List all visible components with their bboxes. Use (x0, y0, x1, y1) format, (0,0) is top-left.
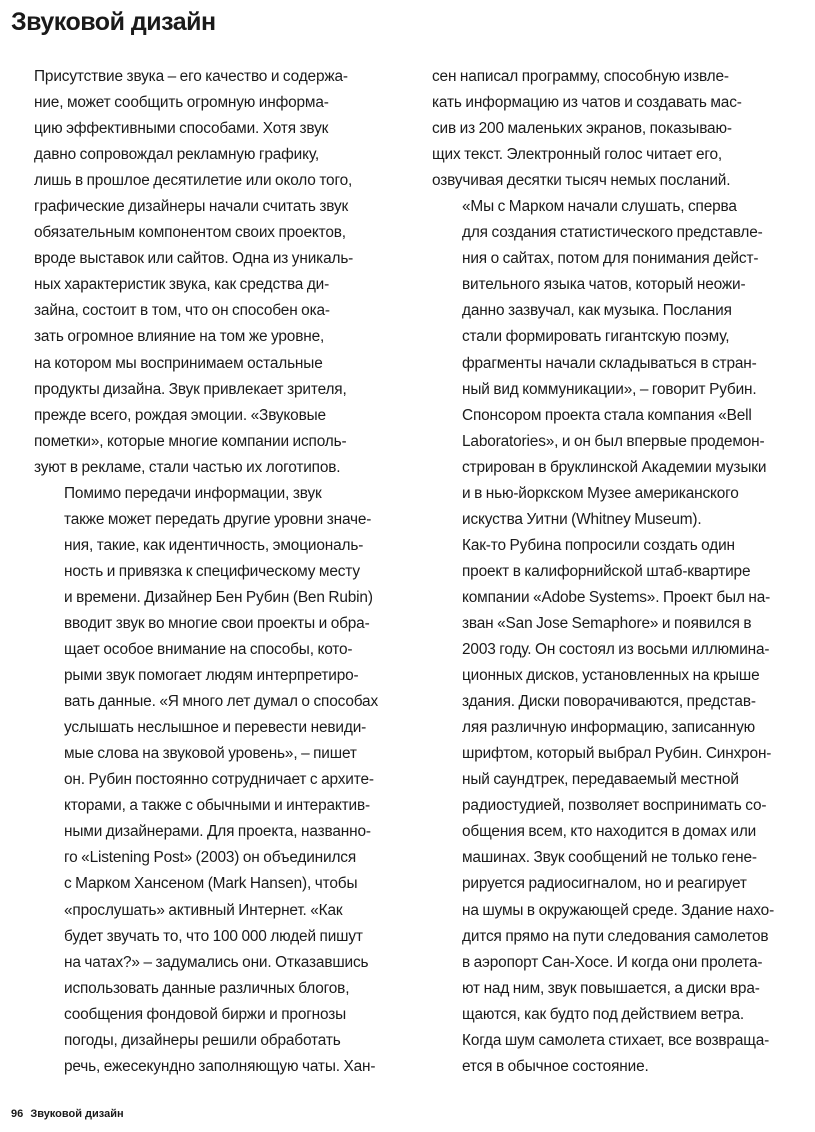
text-line: для создания статистического представле- (462, 224, 763, 242)
text-line: радиостудией, позволяет воспринимать со- (462, 797, 767, 815)
text-line: использовать данные различных блогов, (64, 979, 350, 997)
text-line: Когда шум самолета стихает, все возвраща- (462, 1031, 770, 1049)
text-line: лишь в прошлое десятилетие или около того, (34, 172, 353, 190)
text-line: вительного языка чатов, который неожи- (462, 276, 746, 294)
text-line: на чатах?» – задумались они. Отказавшись (64, 953, 369, 971)
text-line: пометки», которые многие компании исполь- (34, 432, 347, 450)
text-line: давно сопровождал рекламную графику, (34, 146, 320, 164)
text-line: озвучивая десятки тысяч немых посланий. (432, 172, 731, 190)
text-line: сен написал программу, способную извле- (432, 68, 729, 85)
text-line: щаются, как будто под действием ветра. (462, 1005, 745, 1023)
page-title: Звуковой дизайн (11, 8, 216, 36)
page-footer (11, 1108, 124, 1120)
text-line: стрирован в бруклинской Академии музыки (462, 458, 767, 476)
text-line: ционных дисков, установленных на крыше (462, 667, 760, 685)
text-line: будет звучать то, что 100 000 людей пишут (64, 927, 363, 945)
text-line: и в нью-йоркском Музее американского (462, 484, 739, 502)
text-line: го «Listening Post» (2003) он объединился (64, 849, 357, 867)
text-line: ных характеристик звука, как средства ди- (34, 276, 330, 294)
text-line: 2003 году. Он состоял из восьми иллюмина- (462, 641, 770, 659)
text-line: стали формировать гигантскую поэму, (462, 328, 730, 346)
text-line: Как-то Рубина попросили создать один (462, 536, 735, 554)
text-line: ный вид коммуникации», – говорит Рубин. (462, 380, 757, 398)
text-line: ния, такие, как идентичность, эмоциональ- (64, 536, 364, 554)
text-line: проект в калифорнийской штаб-квартире (462, 562, 751, 580)
text-line: он. Рубин постоянно сотрудничает с архите- (64, 771, 374, 789)
text-line: зайна, состоит в том, что он способен ока- (34, 302, 330, 320)
text-line: шрифтом, который выбрал Рубин. Синхрон- (462, 745, 772, 763)
text-line: на котором мы воспринимаем остальные (34, 354, 323, 372)
text-line: фрагменты начали складываться в стран- (462, 354, 757, 372)
text-line: рируется радиосигналом, но и реагирует (462, 875, 747, 893)
right-text-column (432, 64, 798, 1080)
text-line: ют над ним, звук повышается, а диски вра- (462, 979, 760, 997)
text-line: искуства Уитни (Whitney Museum). (462, 510, 702, 528)
text-line: Спонсором проекта стала компания «Bell (462, 406, 752, 424)
text-line: зван «San Jose Semaphore» и появился в (462, 614, 752, 632)
text-line: сив из 200 маленьких экранов, показываю- (432, 120, 732, 138)
text-line: дится прямо на пути следования самолетов (462, 927, 769, 945)
text-line: машинах. Звук сообщений не только гене- (462, 849, 757, 867)
text-line: продукты дизайна. Звук привлекает зрителя, (34, 380, 347, 398)
text-line: рыми звук помогает людям интерпретиро- (64, 667, 359, 685)
text-line: щих текст. Электронный голос читает его, (432, 146, 723, 164)
text-line: Laboratories», и он был впервые продемон- (462, 432, 765, 450)
text-line: и времени. Дизайнер Бен Рубин (Ben Rubin) (64, 588, 373, 606)
paragraph (432, 533, 798, 1080)
text-line: также может передать другие уровни значе- (64, 510, 372, 528)
text-line: с Марком Хансеном (Mark Hansen), чтобы (64, 875, 358, 893)
footer-section-title: Звуковой дизайн (30, 1108, 124, 1120)
text-line: общения всем, кто находится в домах или (462, 823, 757, 841)
text-line: зать огромное влияние на том же уровне, (34, 328, 325, 346)
text-line: вать данные. «Я много лет думал о способах (64, 693, 379, 711)
text-line: в аэропорт Сан-Хосе. И когда они пролета- (462, 953, 763, 971)
text-line: сообщения фондовой биржи и прогнозы (64, 1005, 347, 1023)
text-line: погоды, дизайнеры решили обработать (64, 1031, 341, 1049)
text-line: здания. Диски поворачиваются, представ- (462, 693, 756, 711)
paragraph (34, 481, 394, 1080)
text-line: зуют в рекламе, стали частью их логотипов. (34, 458, 341, 476)
text-line: компании «Adobe Systems». Проект был на- (462, 588, 771, 606)
text-line: прежде всего, рождая эмоции. «Звуковые (34, 406, 326, 424)
text-line: «прослушать» активный Интернет. «Как (64, 901, 343, 919)
text-line: ния о сайтах, потом для понимания дейст- (462, 250, 759, 268)
paragraph (34, 64, 394, 481)
paragraph (432, 194, 798, 533)
text-line: кторами, а также с обычными и интерактив- (64, 797, 370, 815)
text-line: услышать неслышное и перевести невиди- (64, 719, 367, 737)
paragraph (432, 64, 798, 194)
text-line: на шумы в окружающей среде. Здание нахо- (462, 901, 775, 919)
text-line: данно зазвучал, как музыка. Послания (462, 302, 732, 320)
page-number: 96 (11, 1108, 24, 1120)
text-line: ется в обычное состояние. (462, 1057, 649, 1075)
text-line: щает особое внимание на способы, кото- (64, 641, 353, 659)
text-line: ность и привязка к специфическому месту (64, 562, 360, 580)
left-text-column (34, 64, 394, 1080)
text-line: мые слова на звуковой уровень», – пишет (64, 745, 357, 763)
text-line: вроде выставок или сайтов. Одна из уникаль- (34, 250, 354, 268)
text-line: ный саундтрек, передаваемый местной (462, 771, 739, 789)
text-line: графические дизайнеры начали считать звук (34, 198, 349, 216)
text-line: речь, ежесекундно заполняющую чаты. Хан- (64, 1057, 376, 1075)
text-line: «Мы с Марком начали слушать, сперва (462, 198, 737, 216)
text-line: ние, может сообщить огромную информа- (34, 94, 329, 112)
text-line: ными дизайнерами. Для проекта, названно- (64, 823, 371, 841)
text-line: цию эффективными способами. Хотя звук (34, 120, 329, 138)
text-line: ляя различную информацию, записанную (462, 719, 756, 737)
text-line: Присутствие звука – его качество и содержа- (34, 68, 348, 85)
text-line: кать информацию из чатов и создавать мас- (432, 94, 742, 112)
text-line: обязательным компонентом своих проектов, (34, 224, 346, 242)
text-line: вводит звук во многие свои проекты и обра- (64, 614, 370, 632)
text-line: Помимо передачи информации, звук (64, 484, 322, 502)
